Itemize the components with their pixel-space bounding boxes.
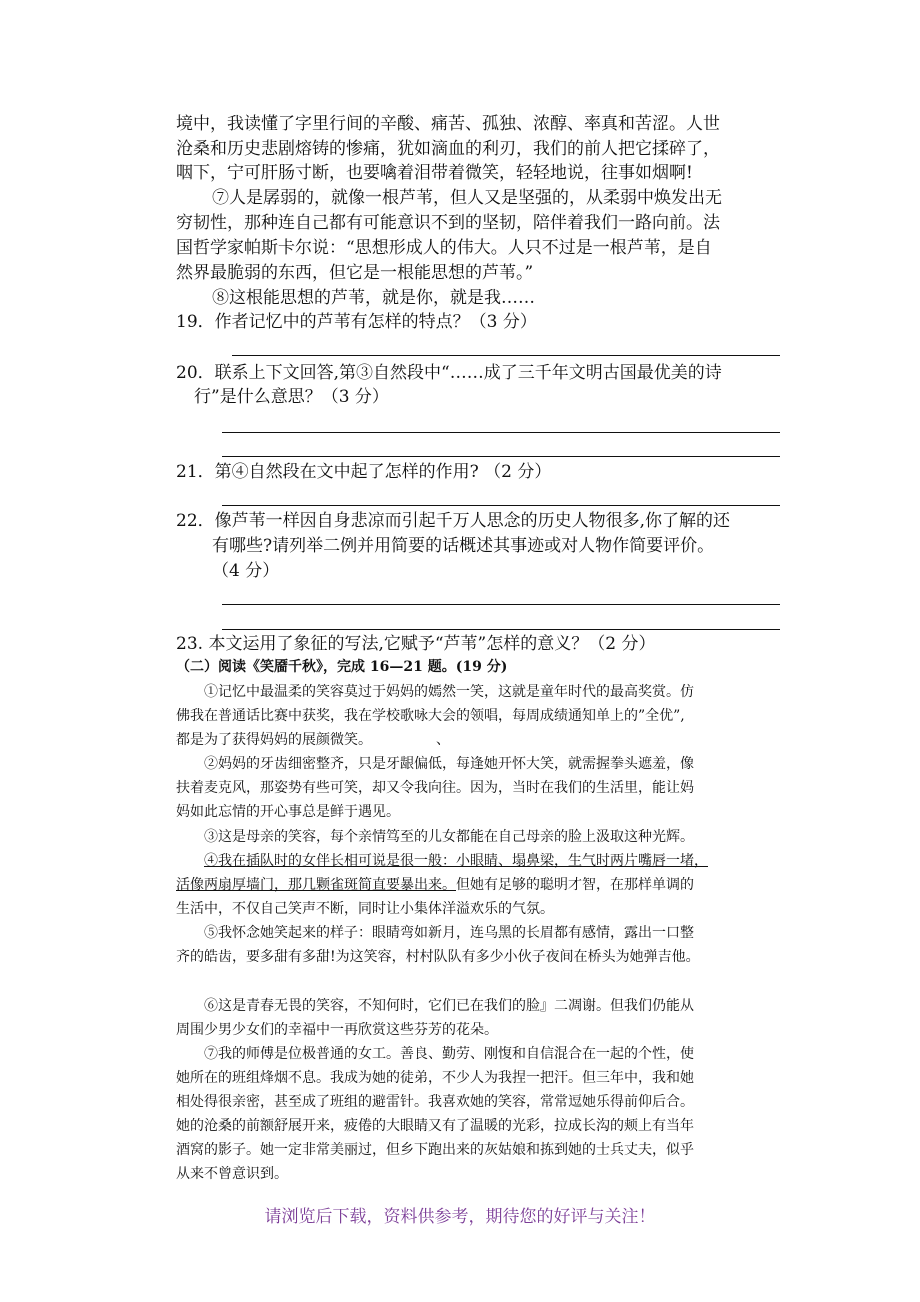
passage-line: 境中，我读懂了字里行间的辛酸、痛苦、孤独、浓醇、率真和苦涩。人世	[176, 114, 720, 134]
passage-line: 妈如此忘情的开心事总是鲜于遇见。	[176, 804, 400, 820]
answer-line	[222, 456, 780, 457]
question-20-cont: 行”是什么意思？（3 分）	[194, 387, 389, 407]
underlined-phrase: 活像两扇厚墙门，那几颗雀斑简直要暴出来。	[176, 877, 456, 893]
passage-line: 穷韧性，那种连自己都有可能意识不到的坚韧，陪伴着我们一路向前。法	[176, 213, 720, 233]
question-23: 23. 本文运用了象征的写法,它赋予“芦苇”怎样的意义？（2 分）	[176, 634, 656, 654]
paragraph-3: ③这是母亲的笑容，每个亲情笃至的儿女都能在自己母亲的脸上汲取这种光辉。	[204, 829, 694, 845]
passage-line: 她所在的班组烽烟不息。我成为她的徒弟，不少人为我捏一把汗。但三年中，我和她	[176, 1070, 694, 1086]
passage-line: 齐的皓齿，要多甜有多甜!为这笑容，村村队队有多少小伙子夜间在桥头为她弹吉他。	[176, 949, 700, 965]
passage-line	[176, 875, 694, 895]
passage-line: 她的沧桑的前额舒展开来，疲倦的大眼睛又有了温暖的光彩，拉成长沟的颊上有当年	[176, 1118, 694, 1134]
passage-line: 从来不曾意识到。	[176, 1166, 288, 1182]
question-22: 22．像芦苇一样因自身悲凉而引起千万人思念的历史人物很多,你了解的还	[176, 511, 731, 531]
answer-line	[222, 505, 780, 506]
passage-line: 周围少男少女们的幸福中一再欣赏这些芬芳的花朵。	[176, 1022, 498, 1038]
question-21: 21．第④自然段在文中起了怎样的作用? （2 分）	[176, 462, 552, 482]
question-20: 20．联系上下文回答,第③自然段中“……成了三千年文明古国最优美的诗	[176, 363, 722, 383]
passage-line: 酒窝的影子。她一定非常美丽过，但乡下跑出来的灰姑娘和拣到她的士兵丈夫，似乎	[176, 1142, 694, 1158]
passage-line: 相处得很亲密，甚至成了班组的避雷针。我喜欢她的笑容，常常逗她乐得前仰后合。	[176, 1094, 694, 1110]
passage-line: 国哲学家帕斯卡尔说：“思想形成人的伟大。人只不过是一根芦苇，是自	[176, 238, 712, 258]
passage-line: 然界最脆弱的东西，但它是一根能思想的芦苇。”	[176, 263, 534, 283]
stray-mark: 、	[436, 732, 450, 748]
passage-line: 都是为了获得妈妈的展颜微笑。	[176, 732, 372, 748]
answer-line	[222, 604, 780, 605]
paragraph-7-start: ⑦我的师傅是位极普通的女工。善良、勤劳、刚愎和自信混合在一起的个性，使	[204, 1046, 694, 1062]
paragraph-5-start: ⑤我怀念她笑起来的样子：眼睛弯如新月，连乌黑的长眉都有感情，露出一口整	[204, 925, 694, 941]
paragraph-2-start: ②妈妈的牙齿细密整齐，只是牙龈偏低，每逢她开怀大笑，就需握拳头遮羞，像	[204, 756, 694, 772]
paragraph-1-start: ①记忆中最温柔的笑容莫过于妈妈的嫣然一笑，这就是童年时代的最高奖赏。仿	[204, 684, 694, 700]
passage-line: 咽下，宁可肝肠寸断，也要噙着泪带着微笑，轻轻地说，往事如烟啊!	[176, 163, 693, 183]
passage-text: 但她有足够的聪明才智，在那样单调的	[456, 877, 694, 893]
paragraph-6-start: ⑥这是青春无畏的笑容，不知何时，它们已在我们的脸』二凋谢。但我们仍能从	[204, 998, 694, 1014]
passage-line: 扶着麦克风，那姿势有些可笑，却又令我向往。因为，当时在我们的生活里，能让妈	[176, 780, 694, 796]
question-22-cont: 有哪些?请列举二例并用简要的话概述其事迹或对人物作简要评价。	[212, 536, 715, 556]
section-heading: （二）阅读《笑靥千秋》，完成 16—21 题。(19 分)	[176, 659, 508, 675]
passage-line: 佛我在普通话比赛中获奖，我在学校歌咏大会的领唱，每周成绩通知单上的”全优”,	[176, 708, 685, 724]
question-22-points: （4 分）	[212, 561, 280, 581]
answer-line	[222, 432, 780, 433]
paragraph-7-start: ⑦人是孱弱的，就像一根芦苇，但人又是坚强的，从柔弱中焕发出无	[212, 188, 722, 208]
paragraph-4-start: ④我在插队时的女伴长相可说是很一般：小眼睛、塌鼻梁，生气时两片嘴唇一堵，	[204, 853, 708, 869]
passage-line: 沧桑和历史悲剧熔铸的惨痛，犹如滴血的利刃，我们的前人把它揉碎了，	[176, 139, 720, 159]
question-19: 19．作者记忆中的芦苇有怎样的特点？（3 分）	[176, 312, 537, 332]
answer-line	[222, 629, 780, 630]
paragraph-8: ⑧这根能思想的芦苇，就是你，就是我……	[212, 288, 535, 308]
download-footer-note: 请浏览后下载，资料供参考，期待您的好评与关注！	[264, 1207, 656, 1227]
passage-line: 生活中，不仅自己笑声不断，同时让小集体洋溢欢乐的气氛。	[176, 901, 554, 917]
answer-line	[232, 355, 780, 356]
